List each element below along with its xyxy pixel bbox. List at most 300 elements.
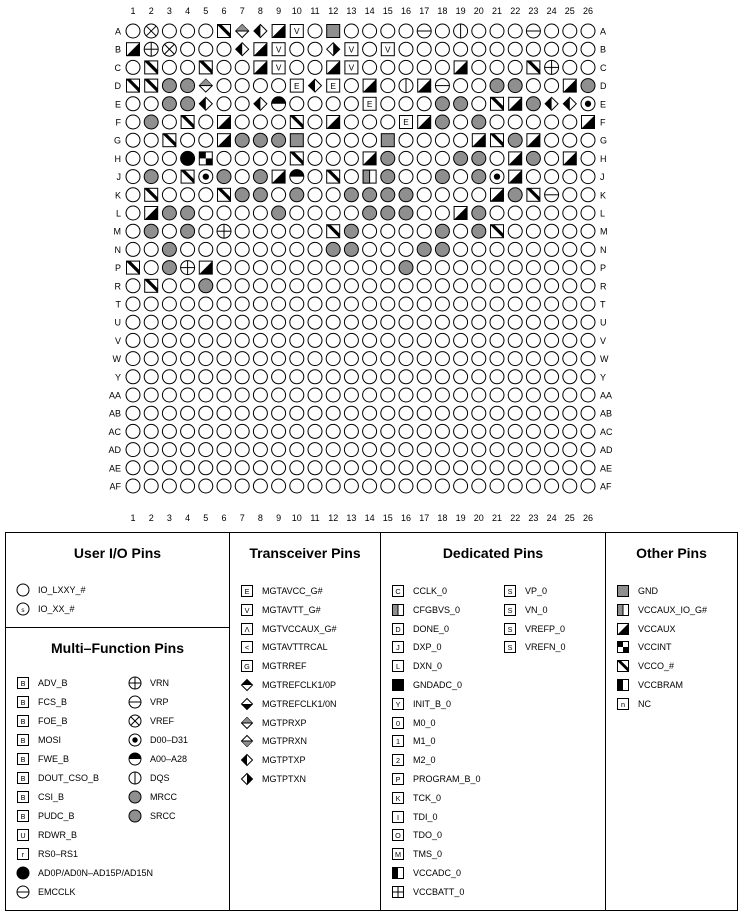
pin-AF14 (363, 479, 377, 493)
pin-AA7 (235, 388, 249, 402)
pin-G10 (290, 134, 303, 147)
pin-Y8 (253, 370, 267, 384)
pin-T17 (417, 297, 431, 311)
legend-label: CSI_B (38, 792, 65, 802)
pin-AD16 (399, 443, 413, 457)
legend-entry (391, 659, 442, 673)
pin-N25 (563, 242, 577, 256)
pin-AA25 (563, 388, 577, 402)
pin-C17 (417, 60, 431, 74)
pin-H10 (290, 152, 303, 165)
pin-diamond-icon (240, 697, 254, 711)
pin-C18 (435, 60, 449, 74)
svg-text:B: B (20, 698, 26, 708)
pin-B2 (144, 42, 158, 56)
pin-G9 (272, 133, 286, 147)
pin-AA1 (126, 388, 140, 402)
pin-T22 (508, 297, 522, 311)
svg-text:B: B (20, 755, 26, 765)
pin-square-icon (391, 716, 405, 730)
row-label-right: E (600, 99, 607, 110)
pin-AE2 (144, 461, 158, 475)
pin-C9 (272, 61, 285, 74)
pin-C20 (472, 60, 486, 74)
legend-entry (616, 678, 683, 692)
legend-entry (391, 640, 442, 654)
pin-T20 (472, 297, 486, 311)
pin-AD5 (199, 443, 213, 457)
pin-square-icon (240, 584, 254, 598)
pin-J26 (581, 170, 595, 184)
pin-W11 (308, 352, 322, 366)
pin-AC21 (490, 424, 504, 438)
pin-AC22 (508, 424, 522, 438)
pin-U23 (526, 315, 540, 329)
row-label-right: A (600, 26, 607, 37)
pin-U26 (581, 315, 595, 329)
legend-entry (240, 659, 307, 673)
pin-C14 (363, 60, 377, 74)
pin-E1 (126, 97, 140, 111)
pin-F8 (253, 115, 267, 129)
pin-B17 (417, 42, 431, 56)
pin-B21 (490, 42, 504, 56)
pin-M2 (144, 224, 158, 238)
row-label-left: P (114, 263, 121, 274)
pin-N20 (472, 242, 486, 256)
legend-label: MRCC (150, 792, 177, 802)
pin-AF21 (490, 479, 504, 493)
legend-label: VCCO_# (638, 661, 675, 672)
pin-AA8 (253, 388, 267, 402)
pin-K5 (199, 188, 213, 202)
pin-L22 (508, 206, 522, 220)
pin-AE1 (126, 461, 140, 475)
legend-entry (616, 584, 658, 598)
pin-F11 (308, 115, 322, 129)
pin-square-icon (391, 866, 405, 880)
legend-entry (616, 697, 651, 711)
pin-Y24 (545, 370, 559, 384)
legend-label: MGTPRXP (262, 717, 307, 728)
svg-text:B: B (20, 736, 26, 746)
pin-D7 (235, 79, 249, 93)
svg-text:n: n (620, 699, 626, 709)
pin-AC11 (308, 424, 322, 438)
pin-B11 (308, 42, 322, 56)
pin-C24 (545, 60, 559, 74)
pin-K3 (162, 188, 176, 202)
svg-text:D: D (395, 624, 401, 634)
svg-text:E: E (244, 587, 250, 597)
legend-label: MGTREFCLK1/0N (262, 698, 337, 709)
pin-circle-icon (128, 676, 142, 690)
pin-R24 (545, 279, 559, 293)
pin-square-icon (391, 772, 405, 786)
pin-V11 (308, 333, 322, 347)
pin-E22 (509, 97, 522, 110)
pin-B8 (254, 43, 267, 56)
pin-W1 (126, 352, 140, 366)
pin-P17 (417, 261, 431, 275)
pin-L17 (417, 206, 431, 220)
svg-text:J: J (396, 643, 400, 653)
pin-K7 (235, 188, 249, 202)
pin-F14 (363, 115, 377, 129)
legend-entry (16, 714, 68, 728)
pin-C22 (508, 60, 522, 74)
pin-Y20 (472, 370, 486, 384)
svg-text:K: K (395, 793, 401, 803)
pin-square-icon (16, 771, 30, 785)
svg-text:E: E (330, 80, 336, 91)
column-label-top: 25 (564, 6, 575, 16)
pin-B26 (581, 42, 595, 56)
pin-A26 (581, 24, 595, 38)
legend-entry (240, 753, 306, 767)
row-label-right: J (600, 172, 605, 183)
row-label-right: P (600, 263, 607, 274)
pin-K17 (417, 188, 431, 202)
pin-AA6 (217, 388, 231, 402)
pin-E20 (472, 97, 486, 111)
pin-T23 (526, 297, 540, 311)
legend-label: NC (638, 698, 651, 709)
pin-square-icon (16, 828, 30, 842)
svg-text:L: L (395, 662, 401, 672)
pin-M26 (581, 224, 595, 238)
legend-entry (391, 772, 481, 786)
svg-text:V: V (244, 605, 250, 615)
pin-L6 (217, 206, 231, 220)
pin-AB11 (308, 406, 322, 420)
pin-AF10 (290, 479, 304, 493)
pin-V12 (326, 333, 340, 347)
pin-T18 (435, 297, 449, 311)
pin-Y14 (363, 370, 377, 384)
pin-AB5 (199, 406, 213, 420)
pin-V15 (381, 333, 395, 347)
pin-B12 (327, 43, 340, 56)
pin-square-icon (391, 659, 405, 673)
pin-AB1 (126, 406, 140, 420)
pin-V5 (199, 333, 213, 347)
pin-L21 (490, 206, 504, 220)
pin-A21 (490, 24, 504, 38)
pin-W4 (181, 352, 195, 366)
pin-J1 (126, 170, 140, 184)
pin-R17 (417, 279, 431, 293)
pin-AA10 (290, 388, 304, 402)
svg-text:V: V (275, 44, 282, 55)
pin-AE18 (435, 461, 449, 475)
pin-U14 (363, 315, 377, 329)
svg-text:1: 1 (395, 737, 401, 747)
pin-U9 (272, 315, 286, 329)
pin-M7 (235, 224, 249, 238)
pin-AE19 (454, 461, 468, 475)
pin-U18 (435, 315, 449, 329)
legend-label: GND (638, 586, 658, 596)
pin-B20 (472, 42, 486, 56)
pin-P6 (217, 261, 231, 275)
pin-F24 (545, 115, 559, 129)
pin-J13 (344, 170, 358, 184)
pin-AB7 (235, 406, 249, 420)
pin-AD10 (290, 443, 304, 457)
pin-F22 (508, 115, 522, 129)
legend-entry (391, 584, 447, 598)
pin-G5 (199, 133, 213, 147)
pin-T26 (581, 297, 595, 311)
pin-T16 (399, 297, 413, 311)
pin-C26 (581, 60, 595, 74)
pin-E16 (399, 97, 413, 111)
pin-N18 (435, 242, 449, 256)
pin-M11 (308, 224, 322, 238)
pin-F5 (199, 115, 213, 129)
pin-T4 (181, 297, 195, 311)
pin-T7 (235, 297, 249, 311)
pin-square-icon (391, 640, 405, 654)
pin-AF3 (162, 479, 176, 493)
pin-C16 (399, 60, 413, 74)
pin-M3 (162, 224, 176, 238)
pin-B24 (545, 42, 559, 56)
pin-W7 (235, 352, 249, 366)
legend-entry (240, 584, 323, 598)
pin-square-icon (16, 847, 30, 861)
svg-text:O: O (395, 831, 401, 841)
legend-entry (503, 584, 547, 598)
legend-label: MGTRREF (262, 661, 307, 672)
pin-AB17 (417, 406, 431, 420)
pin-P23 (526, 261, 540, 275)
legend-user-io-title: User I/O Pins (73, 545, 162, 561)
row-label-left: AC (108, 426, 121, 437)
pin-T24 (545, 297, 559, 311)
svg-text:V: V (348, 62, 355, 73)
pin-F2 (144, 115, 158, 129)
pin-T6 (217, 297, 231, 311)
column-label-bottom: 14 (364, 513, 375, 523)
pin-F10 (290, 116, 303, 129)
pin-F1 (126, 115, 140, 129)
svg-text:V: V (275, 62, 282, 73)
pin-circle-icon (16, 866, 30, 880)
pin-G6 (218, 134, 231, 147)
pin-G7 (235, 133, 249, 147)
pin-A20 (472, 24, 486, 38)
pin-AD11 (308, 443, 322, 457)
pin-U3 (162, 315, 176, 329)
legend-entry (128, 695, 169, 709)
pin-AA14 (363, 388, 377, 402)
pin-A22 (508, 24, 522, 38)
legend-label: A00–A28 (150, 754, 188, 764)
pin-M6 (217, 224, 231, 238)
pin-B22 (508, 42, 522, 56)
pin-M5 (199, 224, 213, 238)
pin-B7 (236, 43, 249, 56)
pin-R13 (344, 279, 358, 293)
pin-H9 (272, 151, 286, 165)
svg-text:U: U (20, 831, 26, 841)
pin-L15 (381, 206, 395, 220)
legend-label: RDWR_B (38, 830, 78, 840)
row-label-right: L (600, 208, 606, 219)
pin-square-icon (391, 697, 405, 711)
row-label-left: G (113, 135, 121, 146)
pin-AD15 (381, 443, 395, 457)
pin-L14 (363, 206, 377, 220)
pin-circle-icon (16, 583, 30, 597)
svg-text:B: B (20, 812, 26, 822)
legend-label: SRCC (150, 811, 176, 821)
pin-R22 (508, 279, 522, 293)
pin-T12 (326, 297, 340, 311)
pin-Y22 (508, 370, 522, 384)
legend-label: PROGRAM_B_0 (413, 774, 481, 784)
pin-N2 (144, 242, 158, 256)
pin-D22 (508, 79, 522, 93)
pin-AB10 (290, 406, 304, 420)
pin-AB15 (381, 406, 395, 420)
legend-entry (391, 697, 451, 711)
column-label-top: 12 (328, 6, 339, 16)
column-label-top: 24 (546, 6, 557, 16)
legend-entry (391, 753, 436, 767)
pin-R12 (326, 279, 340, 293)
row-label-right: AC (600, 426, 613, 437)
legend-other (605, 532, 738, 911)
pin-K6 (218, 188, 231, 201)
pin-B23 (526, 42, 540, 56)
svg-text:B: B (20, 679, 26, 689)
legend-label: VCCADC_0 (413, 868, 462, 878)
pin-R2 (145, 279, 158, 292)
pin-F25 (563, 115, 577, 129)
pin-AA13 (344, 388, 358, 402)
pin-AA11 (308, 388, 322, 402)
pin-M21 (491, 225, 504, 238)
row-label-left: E (114, 99, 121, 110)
pin-V6 (217, 333, 231, 347)
legend-label: TDI_0 (413, 811, 438, 822)
pin-U19 (454, 315, 468, 329)
pin-H8 (253, 151, 267, 165)
pin-V3 (162, 333, 176, 347)
pin-E3 (162, 97, 176, 111)
pin-AB2 (144, 406, 158, 420)
pin-H15 (381, 151, 395, 165)
pin-U21 (490, 315, 504, 329)
pin-circle-icon (128, 809, 142, 823)
column-label-top: 13 (346, 6, 357, 16)
pin-M1 (126, 224, 140, 238)
pin-Y7 (235, 370, 249, 384)
svg-text:M: M (394, 850, 402, 860)
svg-text:r: r (21, 850, 25, 860)
legend-entry (16, 695, 67, 709)
pin-square-icon (391, 828, 405, 842)
pin-A1 (126, 24, 140, 38)
pin-E9 (272, 97, 286, 111)
pin-W22 (508, 352, 522, 366)
pin-P26 (581, 261, 595, 275)
pin-A9 (272, 25, 285, 38)
pin-AE7 (235, 461, 249, 475)
legend-other-title: Other Pins (636, 545, 707, 561)
pin-R3 (162, 279, 176, 293)
pin-N8 (253, 242, 267, 256)
pin-Y17 (417, 370, 431, 384)
pin-F15 (381, 115, 395, 129)
pin-P11 (308, 261, 322, 275)
legend-label: VREFP_0 (525, 623, 566, 634)
pin-M9 (272, 224, 286, 238)
column-label-bottom: 13 (346, 513, 357, 523)
pin-AE3 (162, 461, 176, 475)
pin-AC17 (417, 424, 431, 438)
pin-G17 (417, 133, 431, 147)
pin-B1 (127, 43, 140, 56)
pin-AF13 (344, 479, 358, 493)
pin-square-icon (391, 847, 405, 861)
legend-entry (128, 771, 170, 785)
pin-AF4 (181, 479, 195, 493)
pin-U10 (290, 315, 304, 329)
pin-P20 (472, 261, 486, 275)
pin-B9 (272, 43, 285, 56)
legend-entry (503, 622, 565, 636)
pin-E11 (308, 97, 322, 111)
pin-G15 (381, 134, 394, 147)
legend-entry (391, 716, 436, 730)
row-label-right: B (600, 44, 607, 55)
pin-U6 (217, 315, 231, 329)
pin-K13 (344, 188, 358, 202)
pin-AC6 (217, 424, 231, 438)
row-label-right: H (600, 153, 607, 164)
pin-L18 (435, 206, 449, 220)
pin-AB16 (399, 406, 413, 420)
pin-AF18 (435, 479, 449, 493)
pin-circle-icon (128, 695, 142, 709)
pin-M8 (253, 224, 267, 238)
pin-D19 (454, 79, 468, 93)
pin-Y9 (272, 370, 286, 384)
pin-N3 (162, 242, 176, 256)
pin-AC19 (454, 424, 468, 438)
pin-E19 (454, 97, 468, 111)
pin-C23 (527, 61, 540, 74)
pin-G11 (308, 133, 322, 147)
pin-AC9 (272, 424, 286, 438)
pin-D26 (581, 79, 595, 93)
row-label-right: Y (600, 372, 607, 383)
pin-AC15 (381, 424, 395, 438)
pin-square-icon (240, 622, 254, 636)
pin-N6 (217, 242, 231, 256)
pin-square-icon (240, 659, 254, 673)
pin-A6 (218, 25, 231, 38)
pin-AD12 (326, 443, 340, 457)
row-label-left: F (115, 117, 121, 128)
legend-entry (16, 866, 153, 880)
pin-W13 (344, 352, 358, 366)
pin-V2 (144, 333, 158, 347)
